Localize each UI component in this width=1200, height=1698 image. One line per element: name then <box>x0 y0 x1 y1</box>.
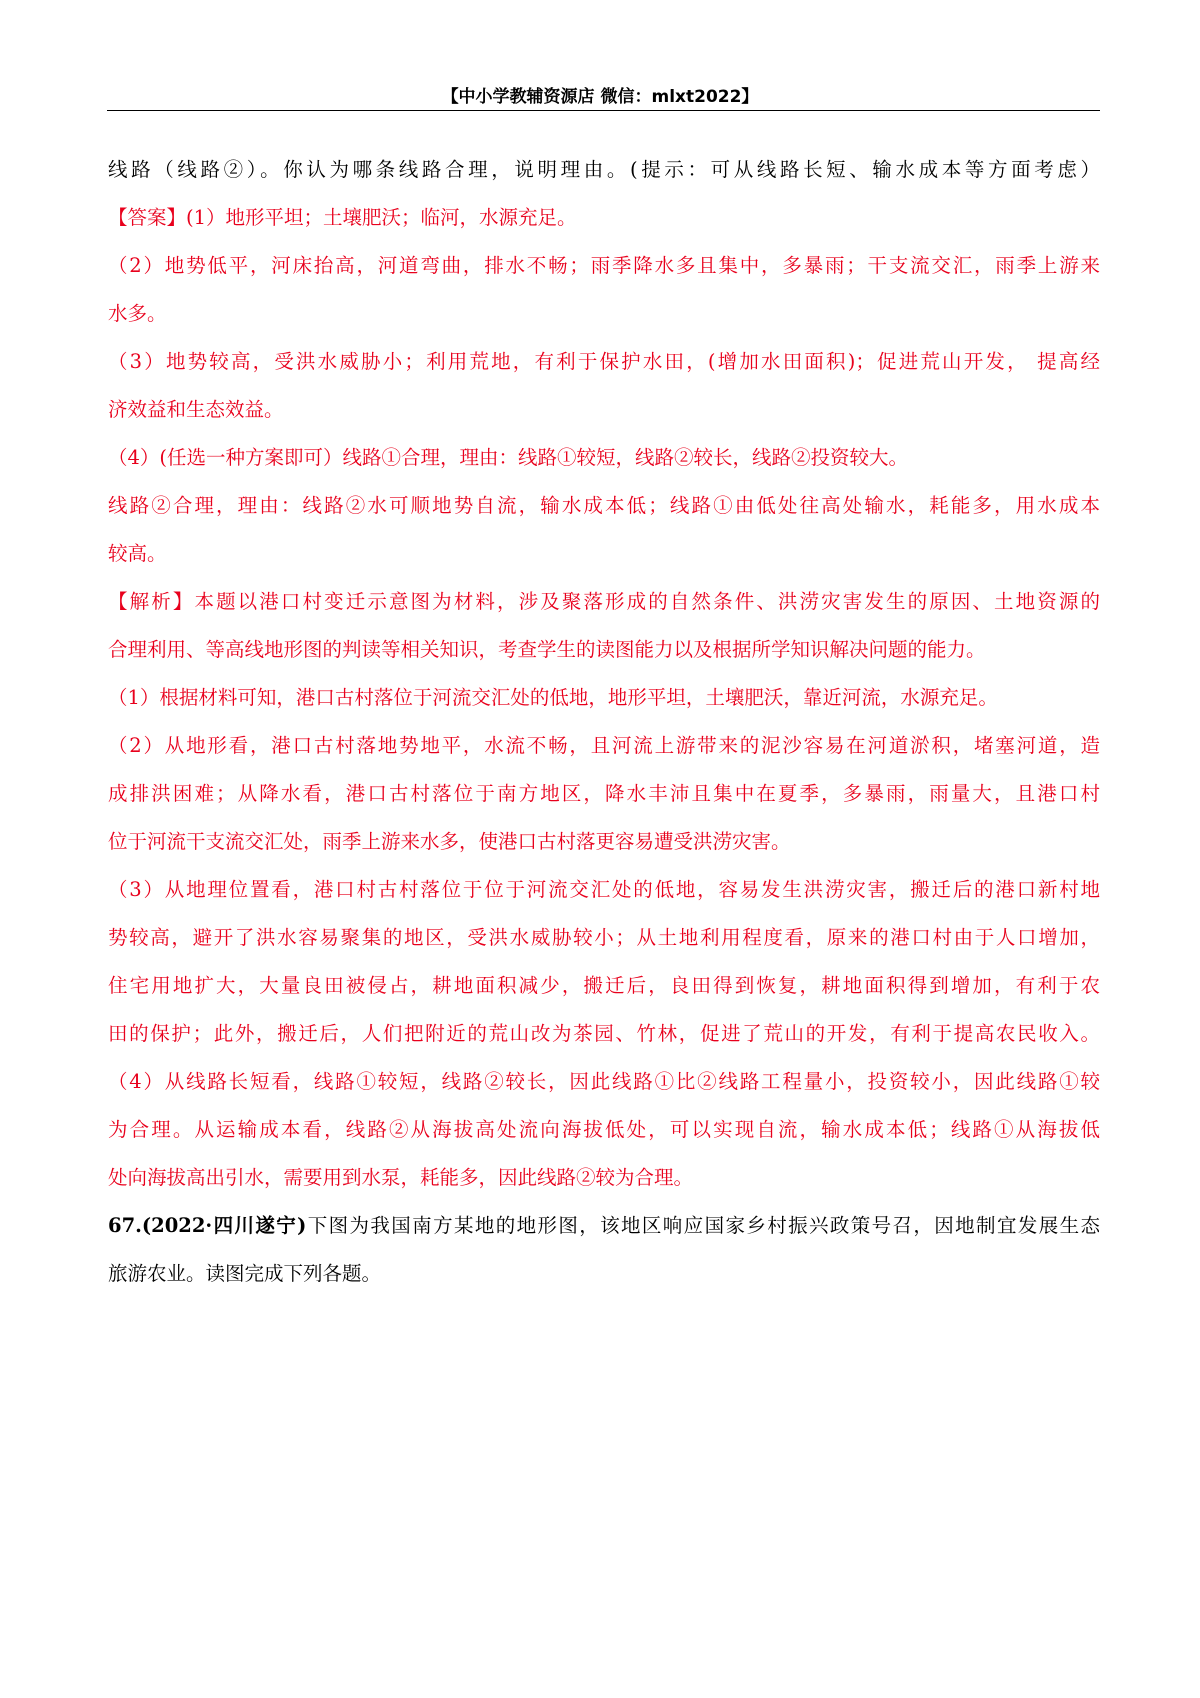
answer-line-1 <box>108 194 1100 242</box>
analysis-part-4-line-3: 处向海拔高出引水，需要用到水泵，耗能多，因此线路②较为合理。 <box>108 1166 694 1189</box>
analysis-part-4-line-2: 为合理。从运输成本看，线路②从海拔高处流向海拔低处，可以实现自流，输水成本低；线路①从海拔低 <box>108 1118 1100 1141</box>
analysis-part-3-line-3: 住宅用地扩大，大量良田被侵占，耕地面积减少，搬迁后，良田得到恢复，耕地面积得到增加，有利于农 <box>108 974 1100 997</box>
analysis-line-1 <box>108 578 1100 626</box>
page-header: 【中小学教辅资源店 微信：mlxt2022】 <box>441 87 759 107</box>
question-67-line-1 <box>108 1202 1100 1250</box>
analysis-part-3-line-4: 田的保护；此外，搬迁后，人们把附近的荒山改为茶园、竹林，促进了荒山的开发，有利于提高农民收入。 <box>108 1022 1100 1045</box>
analysis-part-1: （1）根据材料可知，港口古村落位于河流交汇处的低地，地形平坦，土壤肥沃，靠近河流，水源充足。 <box>108 686 998 709</box>
question-67-stem-2: 旅游农业。读图完成下列各题。 <box>108 1262 382 1285</box>
analysis-intro-1: 本题以港口村变迁示意图为材料，涉及聚落形成的自然条件、洪涝灾害发生的原因、土地资源的 <box>194 590 1100 613</box>
question-67-number-source: 67.(2022·四川遂宁) <box>108 1214 307 1237</box>
analysis-label: 【解析】 <box>108 590 195 613</box>
answer-part-3-line-1: （3）地势较高，受洪水威胁小；利用荒地，有利于保护水田，(增加水田面积)；促进荒山开发， 提高经 <box>108 350 1100 373</box>
header-divider <box>107 110 1100 111</box>
answer-part-2-line-2: 水多。 <box>108 302 167 325</box>
analysis-part-2-line-1: （2）从地形看，港口古村落地势地平，水流不畅，且河流上游带来的泥沙容易在河道淤积，堵塞河道，造 <box>108 734 1100 757</box>
answer-part-1: (1）地形平坦；土壤肥沃；临河，水源充足。 <box>186 206 577 229</box>
answer-label: 【答案】 <box>108 206 187 229</box>
answer-part-4-line-2: 线路②合理，理由：线路②水可顺地势自流，输水成本低；线路①由低处往高处输水，耗能多，用水成本 <box>108 494 1100 517</box>
analysis-part-2-line-2: 成排洪困难；从降水看，港口古村落位于南方地区，降水丰沛且集中在夏季，多暴雨，雨量大，且港口村 <box>108 782 1100 805</box>
prev-question-tail: 线路（线路②）。你认为哪条线路合理，说明理由。(提示：可从线路长短、输水成本等方面考虑） <box>108 158 1100 181</box>
analysis-part-3-line-1: （3）从地理位置看，港口村古村落位于位于河流交汇处的低地，容易发生洪涝灾害，搬迁后的港口新村地 <box>108 878 1100 901</box>
answer-part-4-line-3: 较高。 <box>108 542 167 565</box>
answer-part-3-line-2: 济效益和生态效益。 <box>108 398 284 421</box>
answer-part-2-line-1: （2）地势低平，河床抬高，河道弯曲，排水不畅；雨季降水多且集中，多暴雨；干支流交汇，雨季上游来 <box>108 254 1100 277</box>
analysis-part-4-line-1: （4）从线路长短看，线路①较短，线路②较长，因此线路①比②线路工程量小，投资较小，因此线路①较 <box>108 1070 1100 1093</box>
analysis-part-3-line-2: 势较高，避开了洪水容易聚集的地区，受洪水威胁较小；从土地利用程度看，原来的港口村由于人口增加， <box>108 926 1100 949</box>
analysis-part-2-line-3: 位于河流干支流交汇处，雨季上游来水多，使港口古村落更容易遭受洪涝灾害。 <box>108 830 791 853</box>
question-67-stem-1: 下图为我国南方某地的地形图，该地区响应国家乡村振兴政策号召，因地制宜发展生态 <box>306 1214 1100 1237</box>
page-content <box>108 146 1100 1298</box>
analysis-intro-2: 合理利用、等高线地形图的判读等相关知识，考查学生的读图能力以及根据所学知识解决问题的能力。 <box>108 638 986 661</box>
answer-part-4-line-1: （4）(任选一种方案即可）线路①合理，理由：线路①较短，线路②较长，线路②投资较大。 <box>108 446 909 469</box>
